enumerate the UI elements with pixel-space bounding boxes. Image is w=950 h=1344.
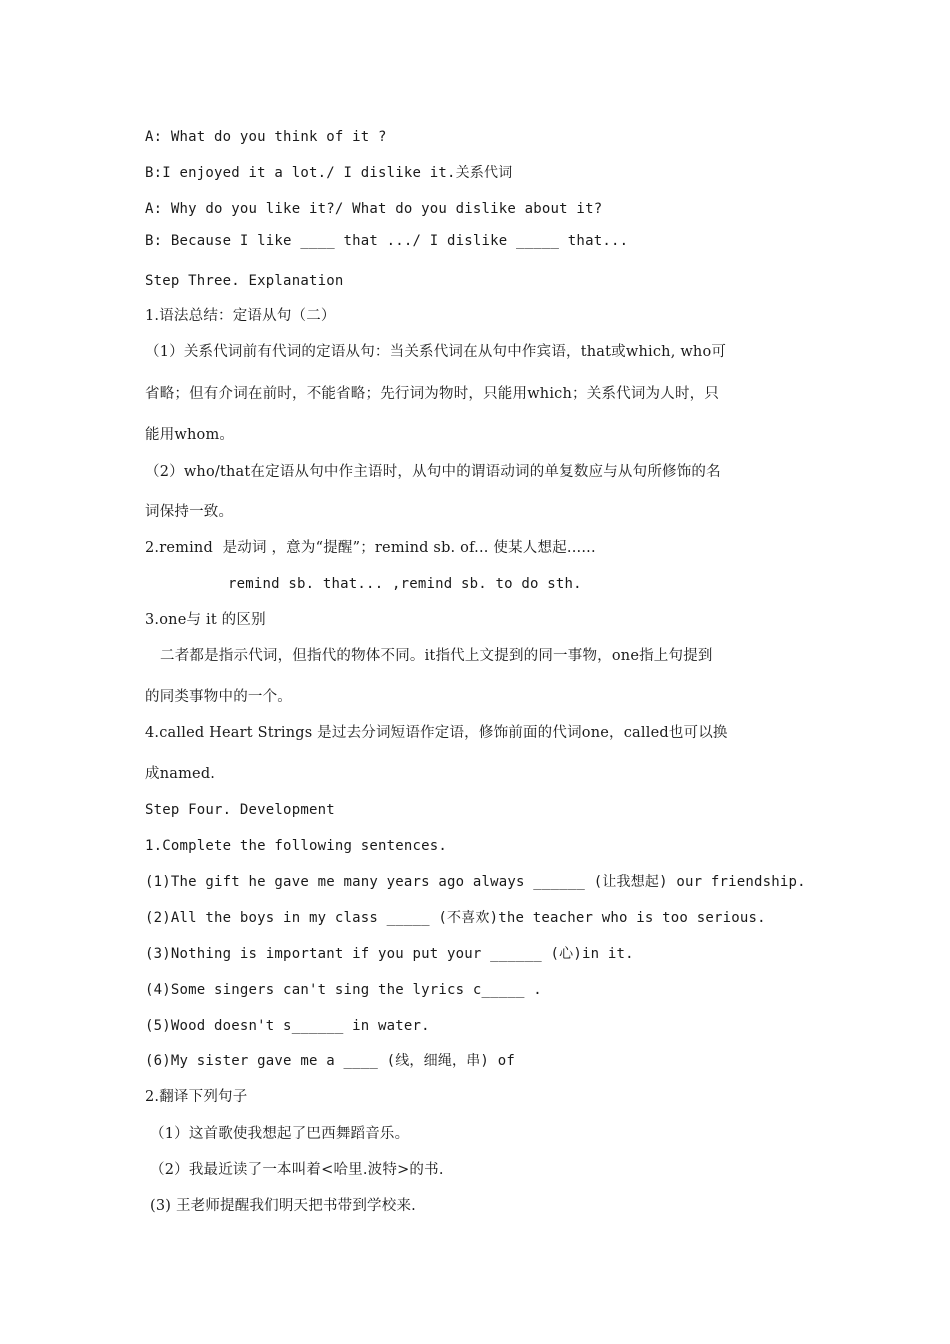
exercise-1-heading: 1.Complete the following sentences. [145,838,448,854]
grammar-summary-heading: 1.语法总结：定语从句（二） [145,308,336,324]
grammar-point-1-line-3: 能用whom。 [145,427,235,443]
exercise-1-item-5: (5)Wood doesn't s______ in water. [145,1018,430,1034]
called-explanation-line-1: 4.called Heart Strings 是过去分词短语作定语，修饰前面的代词one，called也可以换 [145,725,728,741]
grammar-point-2-line-2: 词保持一致。 [145,504,234,520]
remind-usage: remind sb. that... ,remind sb. to do sth. [228,576,582,592]
exercise-2-item-1: （1）这首歌使我想起了巴西舞蹈音乐。 [150,1126,410,1142]
grammar-point-1-line-1: （1）关系代词前有代词的定语从句：当关系代词在从句中作宾语，that或which, who可 [145,344,727,360]
exercise-2-heading: 2.翻译下列句子 [145,1089,248,1105]
one-it-explanation-line-1: 二者都是指示代词，但指代的物体不同。it指代上文提到的同一事物，one指上句提到 [160,648,713,664]
exercise-2-item-3: (3) 王老师提醒我们明天把书带到学校来. [150,1198,416,1214]
dialogue-line-b1: B:I enjoyed it a lot./ I dislike it.关系代词 [145,165,513,181]
dialogue-line-b2: B: Because I like ____ that .../ I dislike _____ that... [145,233,629,249]
exercise-1-item-2: (2)All the boys in my class _____ (不喜欢)the teacher who is too serious. [145,910,766,926]
grammar-point-1-line-2: 省略；但有介词在前时，不能省略；先行词为物时，只能用which；关系代词为人时，只 [145,386,720,402]
exercise-1-item-6: (6)My sister gave me a ____ (线，细绳，串) of [145,1053,515,1069]
exercise-2-item-2: （2）我最近读了一本叫着<哈里.波特>的书. [150,1162,444,1178]
exercise-1-item-1: (1)The gift he gave me many years ago always ______ (让我想起) our friendship. [145,874,806,890]
one-it-explanation-line-2: 的同类事物中的一个。 [145,689,292,705]
remind-explanation: 2.remind 是动词 ，意为“提醒”；remind sb. of... 使某人想起...... [145,540,596,556]
dialogue-line-a1: A: What do you think of it ? [145,129,387,145]
dialogue-line-a2: A: Why do you like it?/ What do you dislike about it? [145,201,603,217]
one-it-heading: 3.one与 it 的区别 [145,612,266,628]
exercise-1-item-4: (4)Some singers can't sing the lyrics c_____ . [145,982,542,998]
called-explanation-line-2: 成named. [145,766,216,782]
section-heading-step-four: Step Four. Development [145,802,335,818]
section-heading-step-three: Step Three. Explanation [145,273,344,289]
exercise-1-item-3: (3)Nothing is important if you put your ______ (心)in it. [145,946,634,962]
grammar-point-2-line-1: （2）who/that在定语从句中作主语时，从句中的谓语动词的单复数应与从句所修饰的名 [145,464,721,480]
